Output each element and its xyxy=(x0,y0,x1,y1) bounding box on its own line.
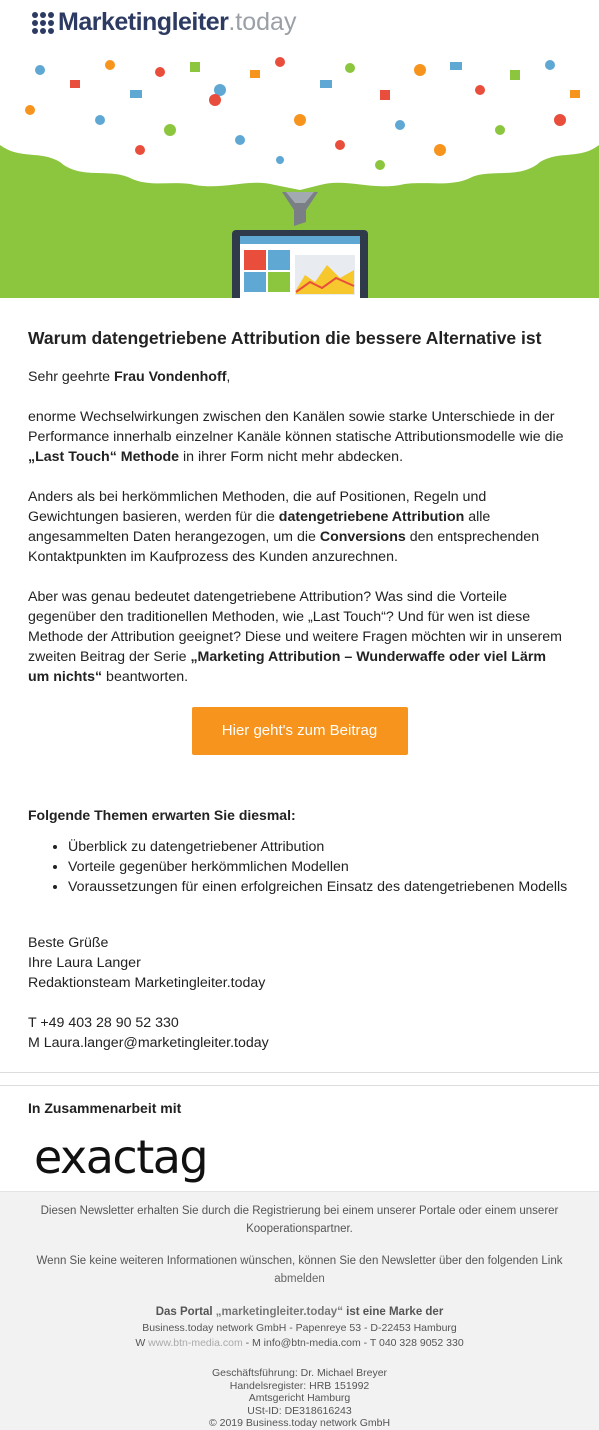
paragraph-3 xyxy=(28,587,571,687)
website-link[interactable]: www.btn-media.com xyxy=(148,1336,243,1349)
unsubscribe-link[interactable]: abmelden xyxy=(274,1273,325,1285)
p2-text-a: Anders als bei herkömmlichen Methoden, die auf Positionen, Regeln und Gewichtungen basieren, werden für die xyxy=(28,489,487,525)
paragraph-1 xyxy=(28,407,571,467)
marketingleiter-logo[interactable] xyxy=(32,8,296,37)
footer xyxy=(0,1191,599,1430)
p2-text-c: alle angesammelten Daten herangezogen, um die xyxy=(28,509,491,545)
topic-item: • Vorteile gegenüber herkömmlichen Modellen xyxy=(68,857,571,877)
legal-line: Amtsgericht Hamburg xyxy=(248,1392,351,1404)
legal-line: Geschäftsführung: Dr. Michael Breyer xyxy=(211,1367,388,1379)
brand-a: Das Portal xyxy=(155,1306,216,1318)
greeting-prefix: Sehr geehrte xyxy=(28,369,114,385)
p3-text-a: Aber was genau bedeutet datengetriebene Attribution? Was sind die Vorteile gegenüber den traditionellen Methoden, wie „Last Touch“? Und für wen ist diese Methode der Attribution geeignet? Diese und weitere Fragen möchten wir in unserem zweiten Beitrag der Serie xyxy=(28,589,562,665)
topic-item: • Voraussetzungen für einen erfolgreichen Einsatz des datengetriebenen Modells xyxy=(68,877,571,897)
footer-brand-line xyxy=(0,1304,599,1320)
partner-section xyxy=(0,1085,599,1192)
brand-b: „marketingleiter.today“ xyxy=(215,1306,343,1318)
recipient-name: Frau Vondenhoff xyxy=(113,369,227,385)
brand-c: ist eine Marke der xyxy=(342,1306,444,1318)
footer-address: Business.today network GmbH - Papenreye 53 - D-22453 Hamburg xyxy=(142,1322,457,1334)
p2-bold-d: Conversions xyxy=(319,529,406,545)
topics-heading: Folgende Themen erwarten Sie diesmal: xyxy=(28,807,296,823)
laptop-funnel-illustration xyxy=(0,50,599,298)
logo-main-text: Marketingleiter xyxy=(58,8,229,36)
contact-phone: T +49 403 28 90 52 330 xyxy=(28,1015,179,1031)
p3-text-c: beantworten. xyxy=(102,669,189,685)
paragraph-2 xyxy=(28,487,571,567)
partner-heading: In Zusammenarbeit mit xyxy=(28,1100,182,1116)
article-title: Warum datengetriebene Attribution die bessere Alternative ist xyxy=(28,328,542,348)
footer-unsubscribe-note xyxy=(28,1252,571,1288)
legal-line: USt-ID: DE318616243 xyxy=(247,1404,352,1417)
p3-bold: „Marketing Attribution – Wunderwaffe oder viel Lärm um nichts“ xyxy=(28,649,546,685)
p1-text-c: in ihrer Form nicht mehr abdecken. xyxy=(179,449,404,465)
logo-dots-icon xyxy=(32,12,54,34)
contact-email[interactable]: M Laura.langer@marketingleiter.today xyxy=(28,1035,269,1051)
logo-sub-text: .today xyxy=(228,8,297,36)
article-body xyxy=(0,328,599,1053)
web-prefix: W xyxy=(135,1336,149,1349)
newsletter-header xyxy=(0,0,599,50)
topics-list xyxy=(28,837,571,897)
cta-wrapper xyxy=(28,707,571,755)
greeting xyxy=(28,367,571,387)
p2-bold-b: datengetriebene Attribution xyxy=(278,509,465,525)
greeting-suffix: , xyxy=(226,369,231,385)
section-divider xyxy=(0,1072,599,1073)
signoff-line: Beste Grüße xyxy=(28,935,109,951)
hero-illustration xyxy=(0,50,599,298)
topic-item: • Überblick zu datengetriebener Attribution xyxy=(68,837,571,857)
signoff-line: Redaktionsteam Marketingleiter.today xyxy=(28,975,266,991)
web-suffix: - M info@btn-media.com - T 040 328 9052 330 xyxy=(242,1336,464,1349)
exactag-logo[interactable]: exactag xyxy=(34,1130,208,1184)
p1-text-a: enorme Wechselwirkungen zwischen den Kanälen sowie starke Unterschiede in der Performance innerhalb einzelner Kanäle können statische Attributionsmodelle wie die xyxy=(28,409,564,445)
p2-text-e: den entsprechenden Kontaktpunkten im Kaufprozess des Kunden anzurechnen. xyxy=(28,529,540,565)
signature xyxy=(28,933,571,1053)
footer-contact xyxy=(0,1337,599,1350)
footer-registration-note: Diesen Newsletter erhalten Sie durch die Registrierung bei einem unserer Portale oder einem unserer Kooperationspartner. xyxy=(40,1205,559,1235)
p1-bold: „Last Touch“ Methode xyxy=(28,449,180,465)
unsubscribe-text: Wenn Sie keine weiteren Informationen wünschen, können Sie den Newsletter über den folgenden Link xyxy=(36,1255,563,1267)
footer-legal xyxy=(0,1367,599,1430)
legal-line: © 2019 Business.today network GmbH xyxy=(208,1417,391,1429)
legal-line: Handelsregister: HRB 151992 xyxy=(229,1379,370,1392)
signoff-line: Ihre Laura Langer xyxy=(28,955,141,971)
read-article-button[interactable]: Hier geht's zum Beitrag xyxy=(192,707,408,755)
